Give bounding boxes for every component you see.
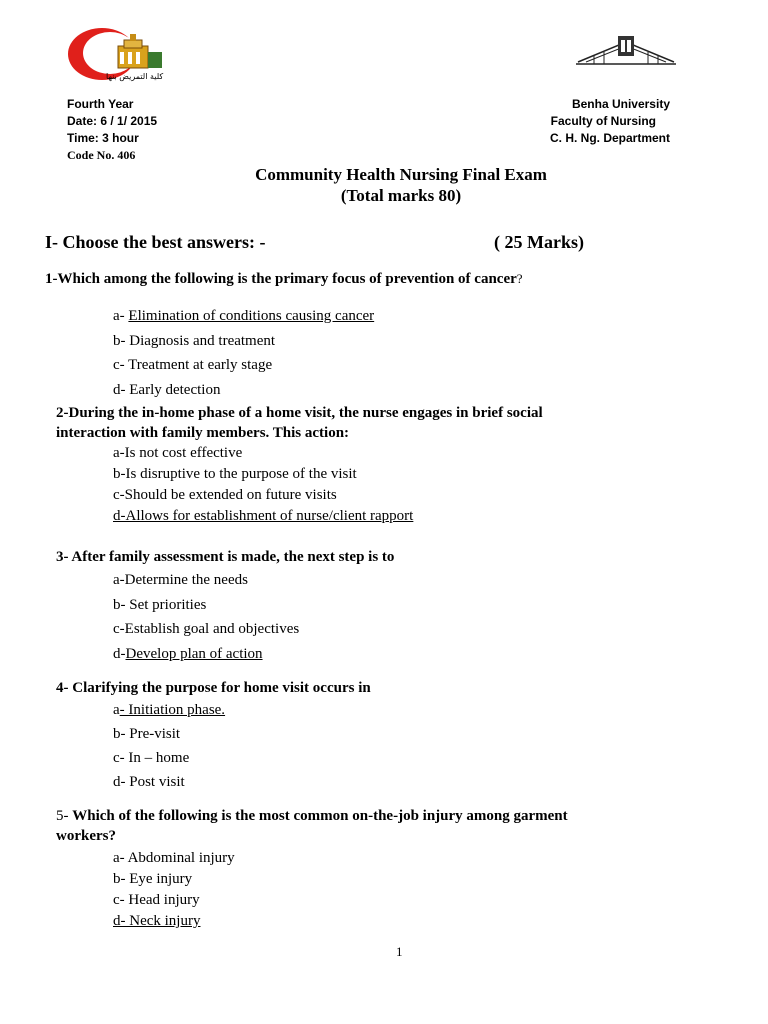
list-item: b- Pre-visit <box>113 726 181 742</box>
list-item: c-Should be extended on future visits <box>113 487 337 503</box>
logo-caption: كلية التمريض بنها <box>106 72 164 81</box>
exam-title-line2: (Total marks 80) <box>340 186 462 205</box>
department-name: C. H. Ng. Department <box>549 131 670 145</box>
section-heading: I- Choose the best answers: - <box>45 232 266 252</box>
question-5-options <box>113 848 235 932</box>
list-item: a- Abdominal injury <box>113 850 235 866</box>
question-1-options <box>113 304 374 402</box>
list-item: d- Neck injury <box>113 913 201 929</box>
page-number: 1 <box>396 944 403 959</box>
list-item: d- Early detection <box>113 381 221 398</box>
list-item: c- Head injury <box>113 892 200 908</box>
question-1-stem: 1-Which among the following is the primary focus of prevention of cancer? <box>45 271 523 287</box>
exam-code: Code No. 406 <box>67 148 136 162</box>
faculty-name: Faculty of Nursing <box>550 114 656 128</box>
list-item: c- Treatment at early stage <box>113 357 273 373</box>
question-4-stem: 4- Clarifying the purpose for home visit occurs in <box>56 680 371 696</box>
list-item: a-Is not cost effective <box>113 445 243 461</box>
list-item: d-Develop plan of action <box>113 645 263 662</box>
exam-date: Date: 6 / 1/ 2015 <box>67 114 158 128</box>
question-4-options <box>113 698 225 794</box>
question-2-stem: 2-During the in-home phase of a home visit, the nurse engages in brief social interaction with family members. This action: <box>56 405 543 441</box>
question-2-options <box>113 443 413 527</box>
exam-title <box>0 164 768 206</box>
exam-info <box>67 96 157 164</box>
question-5-stem: 5- Which of the following is the most common on-the-job injury among garment workers? <box>56 808 568 844</box>
exam-title-line1: Community Health Nursing Final Exam <box>255 165 547 184</box>
exam-time: Time: 3 hour <box>67 131 139 145</box>
list-item: b-Is disruptive to the purpose of the visit <box>113 466 357 482</box>
university-logo <box>574 32 678 72</box>
list-item: a- Initiation phase. <box>113 702 226 718</box>
list-item: d- Post visit <box>113 774 185 790</box>
list-item: b- Diagnosis and treatment <box>113 332 276 349</box>
list-item: b- Set priorities <box>113 596 207 613</box>
list-item: a-Determine the needs <box>113 572 248 588</box>
question-3-options <box>113 568 299 666</box>
list-item: c-Establish goal and objectives <box>113 621 300 637</box>
university-name: Benha University <box>571 97 670 111</box>
list-item: c- In – home <box>113 750 190 766</box>
list-item: a- Elimination of conditions causing cancer <box>113 308 375 324</box>
list-item: d-Allows for establishment of nurse/client rapport <box>113 508 414 524</box>
list-item: b- Eye injury <box>113 871 193 887</box>
institution-info <box>550 96 670 147</box>
question-3-stem: 3- After family assessment is made, the next step is to <box>56 549 395 565</box>
section-marks: ( 25 Marks) <box>494 232 584 252</box>
exam-year: Fourth Year <box>67 97 134 111</box>
university-building-icon <box>574 32 678 72</box>
